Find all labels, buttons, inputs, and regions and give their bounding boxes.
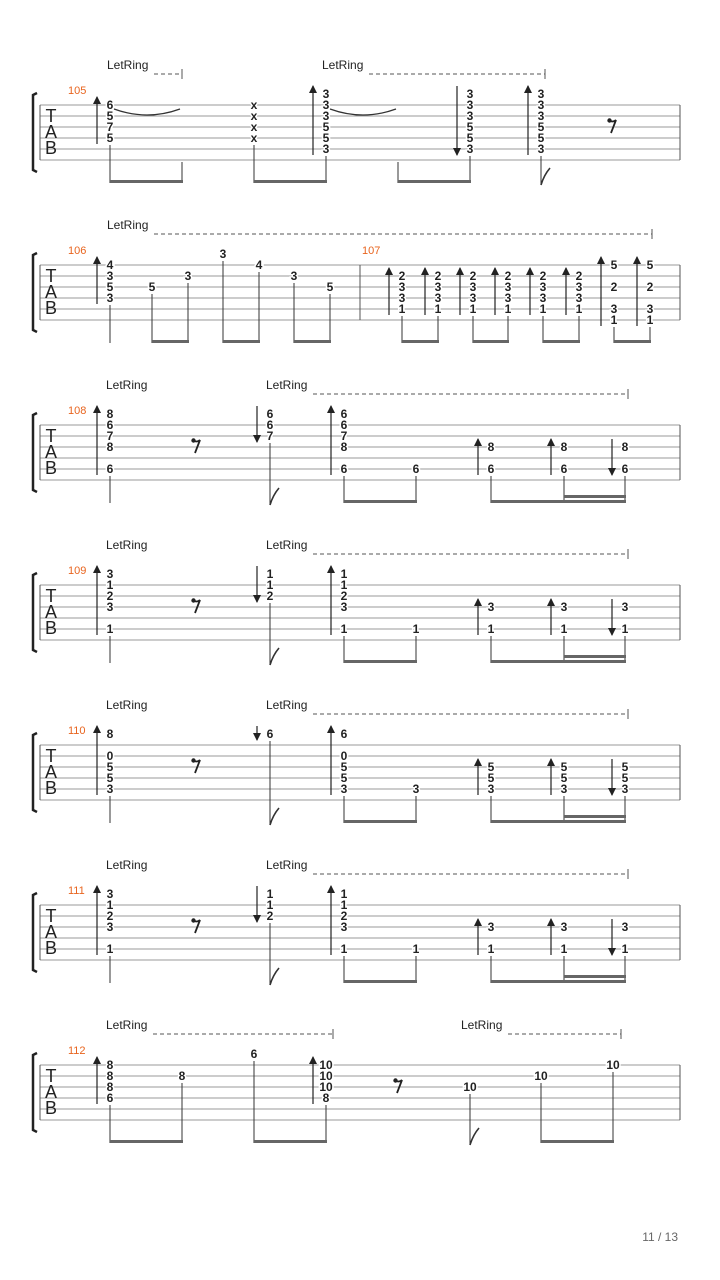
fret-number: 3 [340,920,348,934]
fret-number: 2 [106,589,114,603]
fret-number: 1 [106,942,114,956]
beam-secondary [564,495,626,498]
staff-system [33,858,680,985]
fret-number: 3 [621,920,629,934]
fret-number: 3 [537,87,545,101]
fret-number: 10 [319,1069,333,1083]
fret-number: 5 [487,760,495,774]
fret-number: 5 [106,131,114,145]
measure-number: 108 [68,405,87,417]
upstroke-arrow-icon [327,725,335,733]
fret-number: 1 [340,578,348,592]
fret-number: 3 [106,600,114,614]
note-flag [270,968,279,985]
fret-number: 3 [560,782,568,796]
fret-number: 5 [148,280,156,294]
fret-number: 2 [266,589,274,603]
system-bracket [33,253,37,332]
fret-number: 6 [106,1091,114,1105]
tab-clef-letter: A [44,602,58,622]
fret-number: 6 [340,727,348,741]
fret-number: 1 [610,313,618,327]
measure-number: 109 [68,565,87,577]
rest-dot [191,438,195,442]
fret-number: 3 [539,291,547,305]
upstroke-arrow-icon [327,565,335,573]
fret-number: 1 [266,567,274,581]
fret-number: 2 [504,269,512,283]
fret-number: 8 [340,440,348,454]
upstroke-arrow-icon [526,267,534,275]
fret-number: 3 [537,109,545,123]
fret-number: 1 [266,898,274,912]
upstroke-arrow-icon [309,85,317,93]
fret-number: 6 [340,407,348,421]
upstroke-arrow-icon [93,256,101,264]
fret-number: 3 [106,567,114,581]
fret-number: 5 [322,120,330,134]
fret-number: 1 [621,942,629,956]
fret-number: 1 [106,622,114,636]
fret-number: 3 [434,291,442,305]
let-ring-label: LetRing [322,58,364,72]
upstroke-arrow-icon [309,1056,317,1064]
fret-number: 2 [340,909,348,923]
fret-number: 1 [412,942,420,956]
fret-number: 1 [469,302,477,316]
fret-number: 3 [537,98,545,112]
tab-clef-letter: T [45,586,57,606]
note-flag [541,168,550,185]
fret-number: 3 [560,920,568,934]
fret-number: 3 [504,291,512,305]
fret-number: 3 [322,87,330,101]
fret-number: 6 [250,1047,258,1061]
fret-number: 1 [539,302,547,316]
let-ring-label: LetRing [106,698,148,712]
fret-number: 8 [621,440,629,454]
beam [491,500,626,503]
fret-number: 3 [504,280,512,294]
let-ring-label: LetRing [106,858,148,872]
fret-number: 5 [621,760,629,774]
fret-number: 5 [326,280,334,294]
system-bracket [33,1053,37,1132]
upstroke-arrow-icon [633,256,641,264]
fret-number: 10 [319,1080,333,1094]
fret-number: x [250,120,258,134]
fret-number: 3 [290,269,298,283]
fret-number: 3 [537,142,545,156]
fret-number: 8 [106,1058,114,1072]
measure-number: 111 [68,885,85,897]
system-bracket [33,573,37,652]
fret-number: 8 [106,1080,114,1094]
rest-dot [393,1078,397,1082]
fret-number: 6 [266,407,274,421]
fret-number: 3 [466,98,474,112]
fret-number: 6 [412,462,420,476]
upstroke-arrow-icon [474,918,482,926]
tab-clef-letter: A [44,282,58,302]
fret-number: 3 [466,142,474,156]
beam [491,660,626,663]
beam [223,340,260,343]
staff-system [33,218,680,343]
fret-number: 1 [621,622,629,636]
upstroke-arrow-icon [547,438,555,446]
tab-clef-letter: T [45,106,57,126]
beam [402,340,439,343]
fret-number: 6 [266,418,274,432]
fret-number: 7 [340,429,348,443]
let-ring-label: LetRing [461,1018,503,1032]
beam [344,660,417,663]
fret-number: 4 [255,258,263,272]
tab-clef-letter: A [44,122,58,142]
beam [473,340,509,343]
rest-dot [191,598,195,602]
fret-number: 2 [646,280,654,294]
measure-number: 110 [68,725,86,737]
fret-number: 3 [487,600,495,614]
beam [344,500,417,503]
downstroke-arrow-icon [608,948,616,956]
beam [110,1140,183,1143]
fret-number: 0 [340,749,348,763]
tab-clef-letter: B [44,1098,58,1118]
fret-number: 3 [106,269,114,283]
upstroke-arrow-icon [474,438,482,446]
tab-clef-letter: T [45,426,57,446]
beam [541,1140,614,1143]
upstroke-arrow-icon [93,405,101,413]
rest-dot [191,918,195,922]
fret-number: 0 [106,749,114,763]
fret-number: 1 [266,578,274,592]
fret-number: x [250,98,258,112]
fret-number: 10 [606,1058,620,1072]
upstroke-arrow-icon [327,405,335,413]
fret-number: 3 [621,782,629,796]
beam [254,180,327,183]
system-bracket [33,93,37,172]
fret-number: 2 [434,269,442,283]
fret-number: 3 [322,142,330,156]
fret-number: 3 [322,109,330,123]
beam [398,180,471,183]
upstroke-arrow-icon [547,918,555,926]
downstroke-arrow-icon [608,468,616,476]
beam-secondary [564,815,626,818]
tab-clef-letter: T [45,266,57,286]
fret-number: 1 [340,942,348,956]
fret-number: 6 [340,462,348,476]
fret-number: 1 [412,622,420,636]
fret-number: 8 [487,440,495,454]
fret-number: 3 [322,98,330,112]
fret-number: 1 [575,302,583,316]
upstroke-arrow-icon [456,267,464,275]
tab-clef-letter: B [44,618,58,638]
fret-number: 5 [106,771,114,785]
upstroke-arrow-icon [93,96,101,104]
fret-number: 1 [646,313,654,327]
beam [491,980,626,983]
fret-number: 5 [106,760,114,774]
fret-number: 6 [487,462,495,476]
tab-clef-letter: T [45,1066,57,1086]
let-ring-label: LetRing [107,58,149,72]
fret-number: 3 [621,600,629,614]
upstroke-arrow-icon [547,758,555,766]
beam [344,820,417,823]
fret-number: 5 [340,760,348,774]
fret-number: 2 [106,909,114,923]
fret-number: 6 [560,462,568,476]
tie [330,109,396,115]
fret-number: 3 [469,291,477,305]
tab-clef-letter: T [45,746,57,766]
tie [114,109,180,115]
fret-number: 1 [487,942,495,956]
fret-number: 3 [610,302,618,316]
upstroke-arrow-icon [597,256,605,264]
fret-number: 3 [398,280,406,294]
fret-number: 3 [106,887,114,901]
upstroke-arrow-icon [385,267,393,275]
fret-number: 3 [646,302,654,316]
downstroke-arrow-icon [608,628,616,636]
fret-number: 3 [106,782,114,796]
tab-clef-letter: A [44,922,58,942]
fret-number: 1 [340,567,348,581]
downstroke-arrow-icon [453,148,461,156]
fret-number: 3 [340,600,348,614]
fret-number: 3 [469,280,477,294]
fret-number: 10 [534,1069,548,1083]
beam [543,340,580,343]
let-ring-label: LetRing [266,698,308,712]
fret-number: 1 [340,898,348,912]
staff-system [33,1018,680,1145]
fret-number: 2 [398,269,406,283]
fret-number: 6 [106,418,114,432]
upstroke-arrow-icon [327,885,335,893]
fret-number: 1 [340,887,348,901]
fret-number: 5 [106,280,114,294]
fret-number: 6 [621,462,629,476]
fret-number: 3 [466,109,474,123]
fret-number: 5 [560,771,568,785]
beam [491,820,626,823]
tab-clef-letter: A [44,442,58,462]
fret-number: 1 [434,302,442,316]
page-number: 11 / 13 [642,1230,678,1244]
downstroke-arrow-icon [253,435,261,443]
let-ring-label: LetRing [106,378,148,392]
upstroke-arrow-icon [491,267,499,275]
fret-number: 1 [504,302,512,316]
system-bracket [33,893,37,972]
fret-number: 7 [106,120,114,134]
fret-number: 10 [319,1058,333,1072]
beam-secondary [564,655,626,658]
let-ring-label: LetRing [106,538,148,552]
beam [152,340,189,343]
fret-number: 3 [487,920,495,934]
fret-number: 1 [106,578,114,592]
note-flag [270,808,279,825]
measure-number: 112 [68,1045,86,1057]
fret-number: 8 [560,440,568,454]
fret-number: 8 [106,407,114,421]
note-flag [270,648,279,665]
fret-number: 8 [106,727,114,741]
fret-number: 5 [340,771,348,785]
fret-number: 1 [266,887,274,901]
let-ring-label: LetRing [107,218,149,232]
tab-clef-letter: T [45,906,57,926]
upstroke-arrow-icon [547,598,555,606]
fret-number: 3 [466,87,474,101]
fret-number: 5 [537,120,545,134]
let-ring-label: LetRing [106,1018,148,1032]
tab-clef-letter: B [44,298,58,318]
downstroke-arrow-icon [253,915,261,923]
fret-number: 3 [184,269,192,283]
fret-number: 8 [178,1069,186,1083]
fret-number: 5 [560,760,568,774]
note-flag [470,1128,479,1145]
fret-number: 5 [621,771,629,785]
fret-number: 7 [266,429,274,443]
upstroke-arrow-icon [474,598,482,606]
fret-number: 3 [487,782,495,796]
fret-number: 2 [575,269,583,283]
fret-number: 5 [610,258,618,272]
rest-dot [191,758,195,762]
fret-number: 2 [539,269,547,283]
fret-number: 5 [646,258,654,272]
fret-number: 3 [106,291,114,305]
tab-clef-letter: B [44,938,58,958]
beam [110,180,183,183]
fret-number: 3 [575,280,583,294]
upstroke-arrow-icon [93,885,101,893]
fret-number: 5 [466,131,474,145]
upstroke-arrow-icon [524,85,532,93]
fret-number: 5 [106,109,114,123]
fret-number: 3 [560,600,568,614]
fret-number: 2 [340,589,348,603]
system-bracket [33,413,37,492]
beam-secondary [564,975,626,978]
beam [344,980,417,983]
let-ring-label: LetRing [266,378,308,392]
fret-number: 6 [106,98,114,112]
downstroke-arrow-icon [253,595,261,603]
fret-number: 5 [322,131,330,145]
fret-number: 3 [398,291,406,305]
tab-clef-letter: B [44,458,58,478]
fret-number: 6 [106,462,114,476]
fret-number: 1 [560,942,568,956]
fret-number: 3 [434,280,442,294]
fret-number: 3 [412,782,420,796]
fret-number: 10 [463,1080,477,1094]
upstroke-arrow-icon [474,758,482,766]
system-bracket [33,733,37,812]
fret-number: 1 [106,898,114,912]
fret-number: 8 [106,440,114,454]
staff-system [33,378,680,505]
tab-clef-letter: A [44,1082,58,1102]
fret-number: 6 [340,418,348,432]
fret-number: 8 [322,1091,330,1105]
fret-number: 4 [106,258,114,272]
note-flag [270,488,279,505]
tab-clef-letter: A [44,762,58,782]
fret-number: 2 [610,280,618,294]
fret-number: 3 [219,247,227,261]
fret-number: 1 [487,622,495,636]
fret-number: 1 [340,622,348,636]
rest-dot [607,118,611,122]
fret-number: 5 [537,131,545,145]
fret-number: 3 [340,782,348,796]
fret-number: 8 [106,1069,114,1083]
fret-number: 5 [466,120,474,134]
fret-number: 6 [266,727,274,741]
upstroke-arrow-icon [93,1056,101,1064]
fret-number: x [250,109,258,123]
upstroke-arrow-icon [93,565,101,573]
upstroke-arrow-icon [93,725,101,733]
measure-number: 107 [362,245,381,257]
downstroke-arrow-icon [253,733,261,741]
fret-number: 1 [398,302,406,316]
fret-number: 3 [575,291,583,305]
fret-number: x [250,131,258,145]
fret-number: 2 [469,269,477,283]
downstroke-arrow-icon [608,788,616,796]
beam [294,340,331,343]
measure-number: 105 [68,85,87,97]
fret-number: 1 [560,622,568,636]
upstroke-arrow-icon [421,267,429,275]
staff-system [33,538,680,665]
fret-number: 2 [266,909,274,923]
staff-system [33,698,680,825]
let-ring-label: LetRing [266,858,308,872]
upstroke-arrow-icon [562,267,570,275]
let-ring-label: LetRing [266,538,308,552]
fret-number: 3 [539,280,547,294]
beam [614,340,651,343]
staff-system [33,58,680,185]
fret-number: 7 [106,429,114,443]
tab-clef-letter: B [44,778,58,798]
tab-clef-letter: B [44,138,58,158]
measure-number: 106 [68,245,87,257]
fret-number: 3 [106,920,114,934]
beam [254,1140,327,1143]
fret-number: 5 [487,771,495,785]
